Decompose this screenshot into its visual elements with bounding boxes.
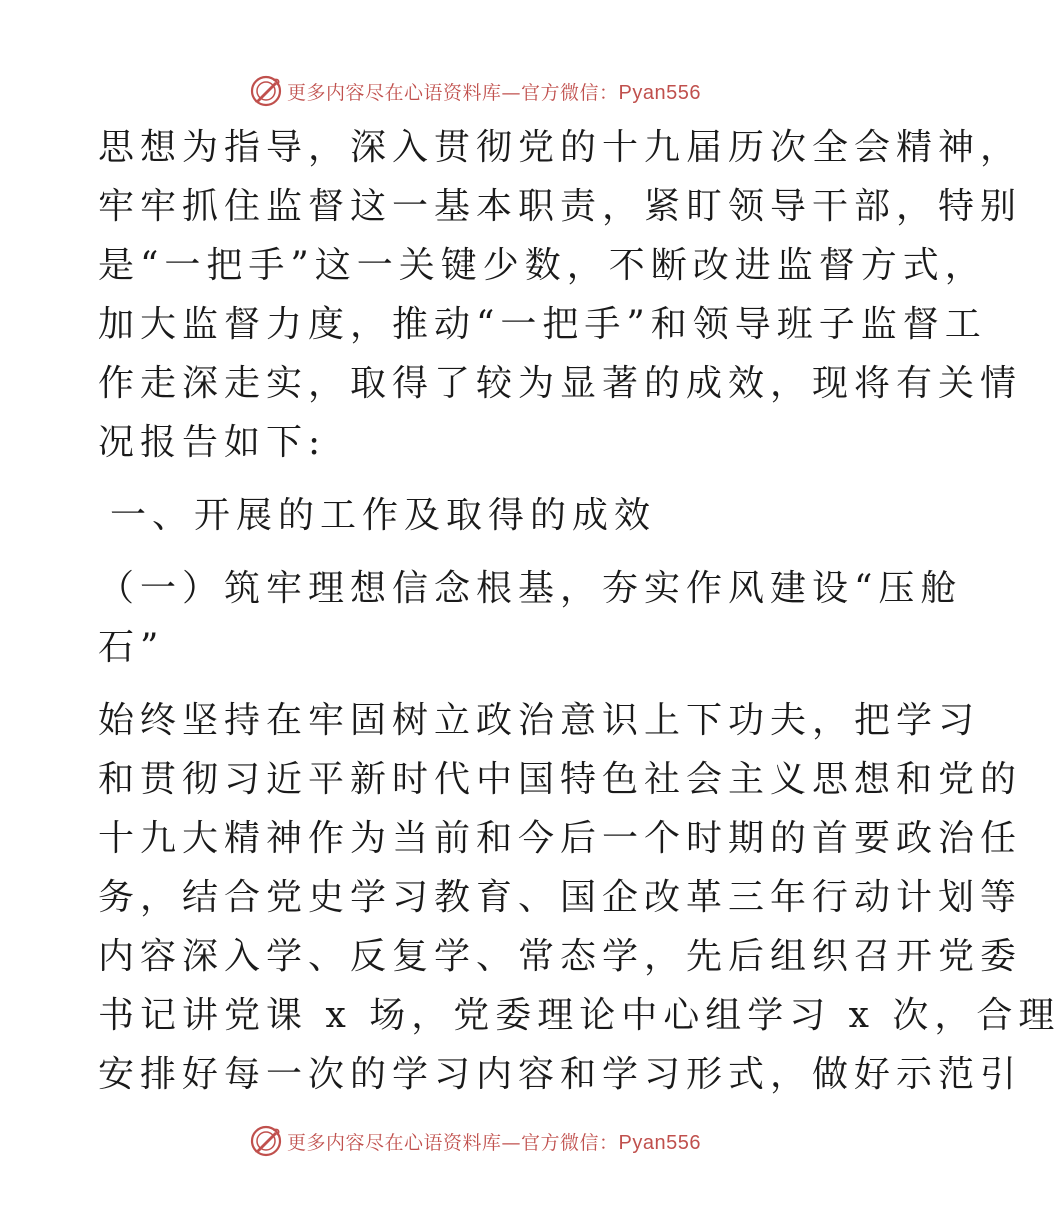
- wechat-id: Pyan556: [618, 1131, 701, 1154]
- footer-watermark: [0, 1121, 950, 1161]
- paragraph-line: 内容深入学、反复学、常态学，先后组织召开党委: [98, 936, 1023, 977]
- watermark-text: 更多内容尽在心语资料库—官方微信：Pyan556: [287, 81, 701, 104]
- intro-line: 牢牢抓住监督这一基本职责，紧盯领导干部，特别: [98, 186, 1023, 227]
- paragraph-line: 安排好每一次的学习内容和学习形式，做好示范引: [98, 1054, 1023, 1095]
- intro-line: 加大监督力度，推动“一把手”和领导班子监督工: [98, 304, 987, 345]
- paragraph-line: 十九大精神作为当前和今后一个时期的首要政治任: [98, 818, 1023, 859]
- paragraph-line: 书记讲党课 x 场，党委理论中心组学习 x 次，合理: [98, 995, 1060, 1036]
- paragraph-line: 始终坚持在牢固树立政治意识上下功夫，把学习: [98, 700, 981, 741]
- watermark-text: 更多内容尽在心语资料库—官方微信：Pyan556: [287, 1131, 701, 1154]
- intro-line: 况报告如下:: [98, 422, 327, 463]
- subsection-heading-line: （一）筑牢理想信念根基，夯实作风建设“压舱: [98, 568, 963, 609]
- intro-line: 作走深走实，取得了较为显著的成效，现将有关情: [98, 363, 1023, 404]
- subsection-heading-line: 石”: [98, 627, 165, 668]
- section-heading: 一、开展的工作及取得的成效: [110, 495, 657, 536]
- intro-line: 思想为指导，深入贯彻党的十九届历次全会精神，: [98, 127, 1023, 168]
- header-watermark: [0, 71, 950, 111]
- quill-logo-icon: [249, 74, 283, 108]
- wechat-id: Pyan556: [618, 81, 701, 104]
- document-body: [98, 118, 1060, 1104]
- paragraph-line: 务，结合党史学习教育、国企改革三年行动计划等: [98, 877, 1023, 918]
- paragraph-line: 和贯彻习近平新时代中国特色社会主义思想和党的: [98, 759, 1023, 800]
- intro-line: 是“一把手”这一关键少数，不断改进监督方式，: [98, 245, 987, 286]
- quill-logo-icon: [249, 1124, 283, 1158]
